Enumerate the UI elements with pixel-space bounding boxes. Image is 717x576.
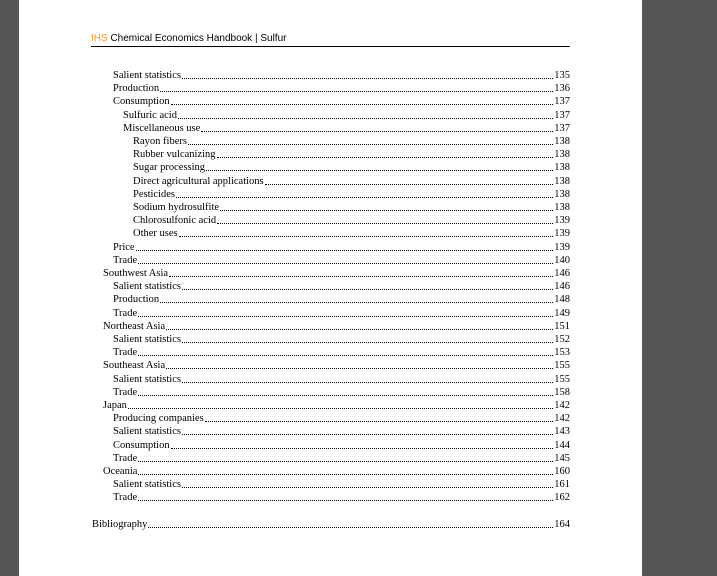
toc-entry-label: Trade: [113, 386, 138, 398]
toc-entry-label: Northeast Asia: [103, 320, 166, 332]
toc-entry-page-number: 136: [554, 83, 570, 95]
toc-entry-label: Southwest Asia: [103, 268, 169, 279]
header-title: Chemical Economics Handbook | Sulfur: [110, 33, 287, 44]
toc-entry-page-number: 138: [554, 149, 570, 161]
toc-entry-label: Sodium hydrosulfite: [133, 202, 220, 213]
toc-entry-page-number: 144: [554, 439, 570, 451]
toc-dot-leader: [187, 135, 554, 148]
toc-entry-label: Chlorosulfonic acid: [133, 215, 217, 227]
toc-entry-page-number: 137: [554, 122, 570, 134]
toc-dot-leader: [205, 161, 554, 174]
toc-entry-page-number: 160: [554, 466, 570, 477]
toc-entry-page-number: 161: [554, 479, 570, 491]
toc-entry-page-number: 155: [554, 360, 570, 372]
toc-entry[interactable]: [113, 386, 570, 399]
toc-dot-leader: [137, 386, 554, 399]
toc-entry-label: Trade: [113, 492, 138, 504]
toc-entry[interactable]: [133, 148, 570, 161]
toc-entry-label: Direct agricultural applications: [133, 175, 264, 187]
toc-entry-label: Trade: [113, 307, 138, 319]
toc-entry-page-number: 149: [554, 307, 570, 319]
toc-entry-page-number: 151: [554, 320, 570, 332]
toc-entry[interactable]: [133, 188, 570, 201]
toc-entry[interactable]: [92, 518, 570, 531]
toc-entry[interactable]: [113, 412, 570, 425]
toc-entry-label: Consumption: [113, 96, 170, 108]
toc-entry[interactable]: [113, 478, 570, 491]
toc-entry-page-number: 139: [554, 241, 570, 253]
toc-dot-leader: [264, 175, 555, 188]
toc-dot-leader: [165, 359, 554, 372]
toc-entry-page-number: 155: [554, 373, 570, 385]
toc-dot-leader: [177, 109, 554, 122]
toc-entry[interactable]: [113, 333, 570, 346]
toc-entry-page-number: 137: [554, 109, 570, 121]
toc-entry-label: Trade: [113, 347, 138, 359]
toc-dot-leader: [127, 399, 554, 412]
toc-dot-leader: [216, 214, 554, 227]
toc-entry-label: Pesticides: [133, 188, 175, 200]
toc-entry-page-number: 148: [554, 294, 570, 306]
toc-entry-label: Oceania: [103, 466, 138, 477]
toc-entry[interactable]: [133, 175, 570, 188]
toc-entry-label: Production: [113, 83, 160, 95]
toc-dot-leader: [137, 307, 554, 320]
toc-entry-page-number: 142: [554, 413, 570, 425]
toc-entry-label: Consumption: [113, 439, 170, 451]
toc-entry-page-number: 137: [554, 96, 570, 108]
toc-entry[interactable]: [113, 254, 570, 267]
toc-entry-page-number: 143: [554, 426, 570, 438]
toc-dot-leader: [181, 478, 554, 491]
toc-entry-page-number: 138: [554, 202, 570, 213]
toc-entry-label: Salient statistics: [113, 70, 181, 81]
toc-entry[interactable]: [113, 452, 570, 465]
toc-entry[interactable]: [113, 425, 570, 438]
toc-dot-leader: [165, 320, 554, 333]
toc-entry[interactable]: [113, 346, 570, 359]
toc-entry[interactable]: [113, 241, 570, 254]
toc-dot-leader: [168, 267, 554, 280]
toc-entry-label: Southeast Asia: [103, 360, 166, 372]
toc-entry-label: Rubber vulcanizing: [133, 149, 216, 161]
toc-entry-label: Sugar processing: [133, 162, 206, 174]
toc-entry-page-number: 138: [554, 162, 570, 174]
header-brand: IHS: [91, 33, 108, 44]
toc-dot-leader: [159, 293, 554, 306]
toc-dot-leader: [181, 425, 554, 438]
toc-dot-leader: [159, 82, 554, 95]
toc-entry[interactable]: [113, 95, 570, 108]
toc-entry-page-number: 138: [554, 136, 570, 147]
toc-entry-page-number: 139: [554, 215, 570, 227]
toc-dot-leader: [170, 439, 555, 452]
toc-dot-leader: [137, 465, 554, 478]
toc-entry-label: Salient statistics: [113, 426, 181, 438]
toc-entry-page-number: 146: [554, 268, 570, 279]
toc-entry-label: Price: [113, 241, 135, 253]
toc-dot-leader: [147, 518, 554, 531]
toc-entry-page-number: 146: [554, 281, 570, 293]
toc-entry-page-number: 152: [554, 334, 570, 345]
toc-dot-leader: [137, 346, 554, 359]
toc-dot-leader: [137, 254, 554, 267]
toc-entry-page-number: 162: [554, 492, 570, 504]
toc-entry-page-number: 153: [554, 347, 570, 359]
toc-entry[interactable]: [133, 227, 570, 240]
toc-entry[interactable]: [133, 161, 570, 174]
toc-dot-leader: [170, 95, 555, 108]
toc-entry-page-number: 138: [554, 175, 570, 187]
toc-dot-leader: [175, 188, 554, 201]
toc-entry-label: Production: [113, 294, 160, 306]
toc-entry-label: Bibliography: [92, 519, 148, 530]
toc-entry-label: Producing companies: [113, 413, 204, 425]
toc-entry-label: Miscellaneous use: [123, 122, 201, 134]
toc-entry-label: Salient statistics: [113, 334, 181, 345]
toc-entry[interactable]: [123, 122, 570, 135]
toc-entry[interactable]: [103, 399, 570, 412]
toc-entry[interactable]: [133, 214, 570, 227]
table-of-contents: [19, 0, 642, 576]
toc-entry[interactable]: [103, 267, 570, 280]
toc-dot-leader: [181, 280, 554, 293]
document-page: [19, 0, 642, 576]
toc-entry[interactable]: [113, 439, 570, 452]
toc-entry-label: Trade: [113, 254, 138, 266]
toc-entry-label: Salient statistics: [113, 479, 181, 491]
toc-entry[interactable]: [113, 307, 570, 320]
toc-dot-leader: [135, 241, 555, 254]
toc-entry-label: Salient statistics: [113, 373, 181, 385]
toc-dot-leader: [219, 201, 554, 214]
toc-entry[interactable]: [113, 491, 570, 504]
toc-entry-page-number: 158: [554, 386, 570, 398]
toc-entry-label: Sulfuric acid: [123, 109, 177, 121]
toc-dot-leader: [137, 452, 554, 465]
toc-entry-page-number: 140: [554, 254, 570, 266]
toc-entry[interactable]: [133, 135, 570, 148]
toc-dot-leader: [178, 227, 555, 240]
toc-entry[interactable]: [113, 373, 570, 386]
toc-entry-page-number: 139: [554, 228, 570, 240]
toc-dot-leader: [181, 373, 554, 386]
toc-dot-leader: [181, 69, 554, 82]
toc-entry[interactable]: [103, 320, 570, 333]
toc-dot-leader: [137, 491, 554, 504]
toc-dot-leader: [181, 333, 554, 346]
toc-entry[interactable]: [113, 280, 570, 293]
toc-entry[interactable]: [113, 293, 570, 306]
toc-entry-label: Trade: [113, 452, 138, 464]
toc-entry-page-number: 138: [554, 188, 570, 200]
toc-entry[interactable]: [113, 69, 570, 82]
toc-entry[interactable]: [103, 465, 570, 478]
toc-entry[interactable]: [133, 201, 570, 214]
toc-dot-leader: [200, 122, 554, 135]
toc-entry-page-number: 142: [554, 400, 570, 411]
toc-entry[interactable]: [123, 109, 570, 122]
toc-entry-label: Salient statistics: [113, 281, 181, 293]
toc-entry-page-number: 164: [554, 519, 570, 530]
toc-entry-page-number: 135: [554, 70, 570, 81]
toc-entry[interactable]: [113, 82, 570, 95]
toc-entry-label: Rayon fibers: [133, 136, 187, 147]
toc-dot-leader: [204, 412, 555, 425]
toc-entry-label: Other uses: [133, 228, 178, 240]
toc-dot-leader: [216, 148, 555, 161]
toc-entry-label: Japan: [103, 400, 127, 411]
toc-entry[interactable]: [103, 359, 570, 372]
toc-entry-page-number: 145: [554, 452, 570, 464]
